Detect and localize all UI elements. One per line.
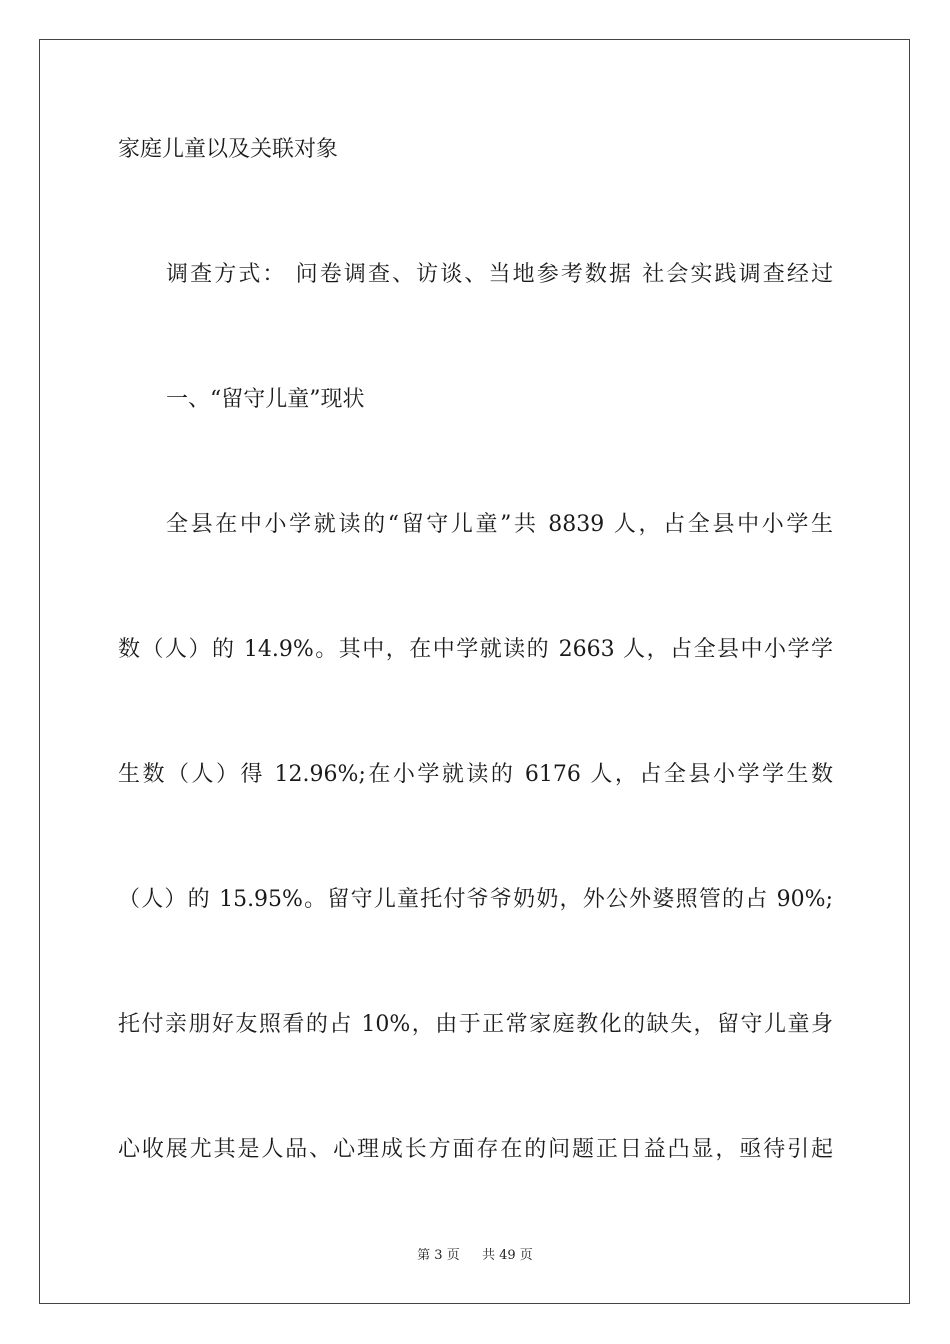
section-heading: 一、“留守儿童”现状 xyxy=(166,387,365,412)
paragraph-line-1: 家庭儿童以及关联对象 xyxy=(118,137,339,162)
page-number: 第 3 页 xyxy=(417,1248,460,1263)
paragraph-line-5: 数（人）的 14.9%。其中，在中学就读的 2663 人，占全县中小学学 xyxy=(118,637,833,662)
survey-method-line: 调查方式： 问卷调查、访谈、当地参考数据 社会实践调查经过 xyxy=(166,262,833,287)
page-border xyxy=(39,39,910,1304)
paragraph-line-8: 托付亲朋好友照看的占 10%，由于正常家庭教化的缺失，留守儿童身 xyxy=(118,1012,833,1037)
paragraph-line-6: 生数（人）得 12.96%;在小学就读的 6176 人，占全县小学学生数 xyxy=(118,762,833,787)
paragraph-line-7: （人）的 15.95%。留守儿童托付爷爷奶奶，外公外婆照管的占 90%; xyxy=(118,887,833,912)
paragraph-line-4: 全县在中小学就读的“留守儿童”共 8839 人，占全县中小学生 xyxy=(166,512,833,537)
total-pages: 共 49 页 xyxy=(482,1248,533,1263)
page-footer xyxy=(0,1247,950,1265)
paragraph-line-9: 心收展尤其是人品、心理成长方面存在的问题正日益凸显，亟待引起 xyxy=(118,1137,833,1162)
